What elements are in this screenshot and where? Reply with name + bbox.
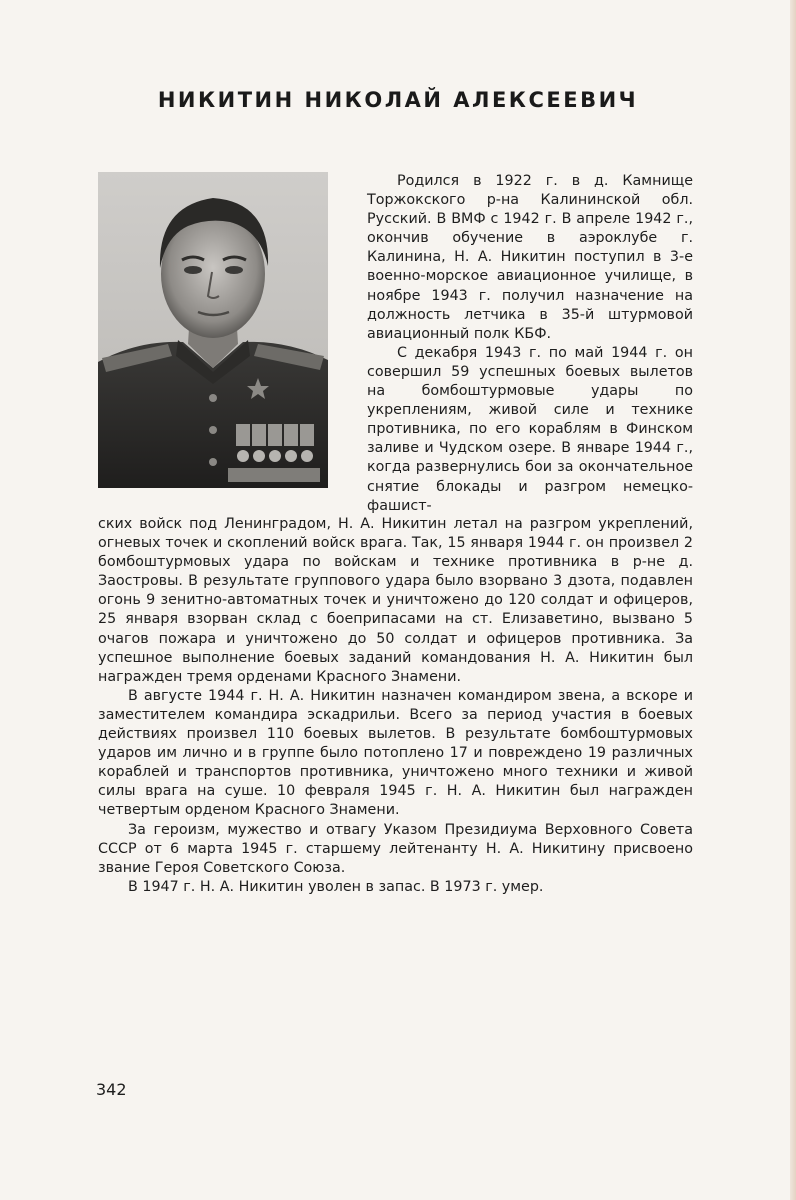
paragraph: ских войск под Ленинградом, Н. А. Никитин летал на разгром укреплений, огневых точек и скоплений войск врага. Так, 15 января 1944 г. он произвел 2 бомбоштурмовых удара по войскам и технике противника в р-не д. Заостровы. В результате группового удара было взорвано 3 дзота, подавлен огонь 9 зенитно-автоматных точек и уничтожено до 120 солдат и офицеров, 25 января взорван склад с боеприпасами на ст. Елизаветино, вызвано 5 очагов пожара и уничтожено до 50 солдат и офицеров противника. За успешное выполнение боевых заданий командования Н. А. Никитин был награжден тремя орденами Красного Знамени. bbox=[98, 516, 693, 685]
page-number: 342 bbox=[96, 1080, 127, 1099]
text-column-right-of-photo bbox=[367, 172, 693, 516]
paragraph: С декабря 1943 г. по май 1944 г. он совершил 59 успешных боевых вылетов на бомбоштурмовые удары по укреплениям, живой силе и технике противника, по его кораблям в Финском заливе и Чудском озере. В январе 1944 г., когда развернулись бои за окончательное снятие блокады и разгром немецко-фашист- bbox=[367, 344, 693, 514]
page-edge bbox=[790, 0, 796, 1200]
paragraph: За героизм, мужество и отвагу Указом Президиума Верховного Совета СССР от 6 марта 1945 г. старшему лейтенанту Н. А. Никитину присвоено звание Героя Советского Союза. bbox=[98, 821, 693, 876]
paragraph: В августе 1944 г. Н. А. Никитин назначен командиром звена, а вскоре и заместителем командира эскадрильи. Всего за период участия в боевых действиях произвел 110 боевых вылетов. В результате бомбоштурмовых ударов им лично и в группе было потоплено 17 и повреждено 19 различных кораблей и транспортов противника, уничтожено много техники и живой силы врага на суше. 10 февраля 1945 г. Н. А. Никитин был награжден четвертым орденом Красного Знамени. bbox=[98, 687, 693, 819]
paragraph: В 1947 г. Н. А. Никитин уволен в запас. В 1973 г. умер. bbox=[128, 878, 544, 895]
text-body bbox=[98, 515, 693, 897]
page-title: НИКИТИН НИКОЛАЙ АЛЕКСЕЕВИЧ bbox=[157, 88, 639, 112]
portrait-photo bbox=[98, 172, 328, 488]
portrait-image bbox=[98, 172, 328, 488]
paragraph: Родился в 1922 г. в д. Камнище Торжокского р-на Калининской обл. Русский. В ВМФ с 1942 г. В апреле 1942 г., окончив обучение в аэроклубе г. Калинина, Н. А. Никитин поступил в 3-е военно-морское авиационное училище, в ноябре 1943 г. получил назначение на должность летчика в 35-й штурмовой авиационный полк КБФ. bbox=[367, 173, 693, 342]
